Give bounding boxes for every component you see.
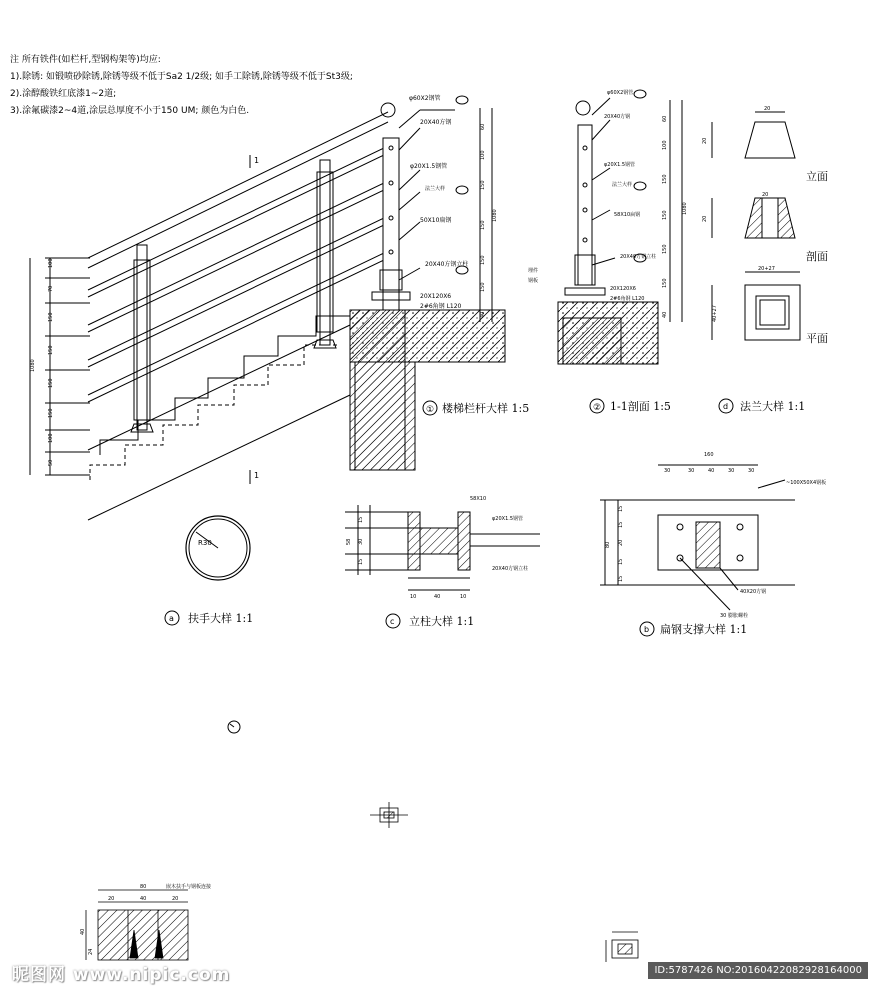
svg-text:10: 10 (460, 594, 467, 600)
svg-text:160: 160 (704, 452, 714, 458)
svg-text:150: 150 (662, 210, 668, 220)
svg-text:扁钢支撑大样 1:1: 扁钢支撑大样 1:1 (660, 623, 748, 636)
callout-tube-20x1-5: φ20X1.5钢管 (410, 163, 448, 170)
svg-text:1080: 1080 (682, 202, 688, 215)
title-post (386, 614, 474, 628)
svg-text:15: 15 (618, 558, 624, 565)
svg-text:100: 100 (662, 140, 668, 150)
svg-text:15: 15 (358, 516, 364, 523)
svg-text:20X40方钢立柱: 20X40方钢立柱 (492, 566, 529, 572)
svg-text:58: 58 (346, 538, 352, 545)
svg-text:20: 20 (764, 106, 771, 112)
svg-text:40: 40 (662, 311, 668, 318)
svg-text:钢板: 钢板 (528, 278, 539, 284)
svg-text:①: ① (426, 405, 435, 415)
svg-text:150: 150 (48, 312, 54, 322)
svg-text:20+27: 20+27 (758, 266, 775, 272)
handrail-detail (186, 516, 250, 580)
svg-text:30: 30 (688, 468, 695, 474)
watermark-right: ID:5787426 NO:20160422082928164000 (648, 962, 868, 979)
svg-text:150: 150 (48, 345, 54, 355)
svg-text:150: 150 (662, 174, 668, 184)
notes-heading: 注 所有铁件(如栏杆,型钢构架等)均应: (10, 55, 161, 65)
view-label-plan: 平面 (806, 332, 828, 345)
watermark-left: 昵图网 www.nipic.com (12, 965, 231, 985)
sec1-right-dim-text (480, 124, 498, 318)
svg-text:150: 150 (480, 180, 486, 190)
callout-flange: 法兰大样 (425, 186, 446, 192)
svg-text:~100X50X4钢板: ~100X50X4钢板 (786, 480, 827, 486)
svg-text:30: 30 (748, 468, 755, 474)
svg-text:150: 150 (662, 278, 668, 288)
svg-text:d: d (723, 402, 729, 411)
svg-text:24: 24 (88, 948, 94, 955)
stray-symbol-bolt (370, 802, 408, 828)
svg-text:立柱大样 1:1: 立柱大样 1:1 (409, 615, 475, 628)
svg-text:a: a (169, 614, 174, 623)
svg-text:40: 40 (480, 311, 486, 318)
svg-text:150: 150 (48, 408, 54, 418)
detail1-markers (456, 96, 468, 274)
svg-text:20: 20 (702, 137, 708, 144)
title-flat-steel (640, 622, 747, 636)
svg-text:15: 15 (358, 558, 364, 565)
note-line-2: 2).涂醇酸铁红底漆1~2道; (10, 89, 117, 99)
svg-text:100: 100 (48, 258, 54, 268)
svg-text:40: 40 (708, 468, 715, 474)
svg-text:30: 30 (358, 538, 364, 545)
section-1-1 (558, 98, 682, 364)
svg-text:20: 20 (172, 896, 179, 902)
svg-text:φ20X1.5钢管: φ20X1.5钢管 (604, 162, 636, 168)
svg-text:100: 100 (48, 433, 54, 443)
svg-text:80: 80 (605, 541, 611, 548)
svg-text:150: 150 (662, 244, 668, 254)
flange-detail (712, 112, 800, 340)
svg-text:10: 10 (410, 594, 417, 600)
svg-text:嵌木扶手与钢板连接: 嵌木扶手与钢板连接 (166, 884, 212, 890)
stray-symbol-circle (228, 721, 240, 733)
cut-label-top: 1 (254, 156, 260, 165)
svg-text:埋件: 埋件 (528, 268, 539, 274)
svg-text:30 膨胀螺栓: 30 膨胀螺栓 (720, 613, 748, 619)
svg-text:60: 60 (480, 123, 486, 130)
callout-bar-50x10: 50X10扁钢 (420, 217, 452, 224)
svg-text:30: 30 (728, 468, 735, 474)
svg-text:15: 15 (618, 575, 624, 582)
svg-text:80: 80 (140, 884, 147, 890)
svg-text:②: ② (593, 403, 602, 413)
svg-text:1080: 1080 (30, 359, 36, 372)
svg-text:φ20X1.5钢管: φ20X1.5钢管 (492, 516, 524, 522)
handrail-radius: R30 (198, 539, 212, 547)
svg-text:20X120X6: 20X120X6 (610, 286, 636, 292)
svg-text:150: 150 (480, 255, 486, 265)
view-label-elevation: 立面 (806, 170, 828, 183)
svg-text:40: 40 (80, 928, 86, 935)
svg-text:60: 60 (662, 115, 668, 122)
svg-text:φ60X2钢管: φ60X2钢管 (607, 90, 634, 96)
sec2-right-dim-text (662, 116, 688, 318)
svg-text:20: 20 (702, 215, 708, 222)
svg-text:20: 20 (762, 192, 769, 198)
svg-text:30: 30 (664, 468, 671, 474)
svg-text:b: b (644, 625, 650, 634)
title-flange (719, 399, 805, 413)
svg-text:1080: 1080 (492, 209, 498, 222)
title-stair-railing (423, 401, 529, 415)
svg-text:c: c (390, 617, 395, 626)
svg-text:58X10扁钢: 58X10扁钢 (614, 212, 641, 218)
svg-text:20: 20 (108, 896, 115, 902)
note-line-1: 1).除锈: 如锻喷砂除锈,除锈等级不低于Sa2 1/2级; 如手工除锈,除锈等级不低于St3级; (10, 72, 353, 82)
svg-text:楼梯栏杆大样 1:5: 楼梯栏杆大样 1:5 (442, 402, 530, 415)
svg-text:扶手大样 1:1: 扶手大样 1:1 (188, 612, 254, 625)
callout-angle: 2#6角钢 L120 (420, 303, 462, 310)
svg-text:150: 150 (480, 282, 486, 292)
svg-text:50: 50 (48, 459, 54, 466)
svg-text:15: 15 (618, 505, 624, 512)
callout-plate: 20X120X6 (420, 293, 452, 300)
svg-text:150: 150 (480, 220, 486, 230)
stair-left-dims (30, 258, 90, 475)
callout-tube-20x40-b: 20X40方钢立柱 (425, 261, 469, 268)
svg-text:40+27: 40+27 (712, 305, 718, 322)
callout-tube-60x2: φ60X2钢管 (409, 95, 441, 102)
title-handrail (165, 611, 253, 625)
svg-text:1-1剖面 1:5: 1-1剖面 1:5 (610, 400, 671, 413)
svg-text:法兰大样 1:1: 法兰大样 1:1 (740, 400, 806, 413)
title-section-1-1 (590, 399, 671, 413)
note-line-3: 3).涂氟碳漆2~4道,涂层总厚度不小于150 UM; 颜色为白色. (10, 106, 250, 116)
cut-label-bottom: 1 (254, 471, 260, 480)
view-label-section: 剖面 (806, 250, 828, 263)
svg-text:40: 40 (140, 896, 147, 902)
svg-text:58X10: 58X10 (470, 496, 487, 502)
svg-text:法兰大样: 法兰大样 (612, 182, 633, 188)
callout-tube-20x40: 20X40方钢 (420, 119, 452, 126)
detail2-markers (634, 90, 646, 262)
svg-text:20X40方钢立柱: 20X40方钢立柱 (620, 254, 657, 260)
svg-text:70: 70 (48, 285, 54, 292)
svg-text:150: 150 (48, 378, 54, 388)
svg-text:20X40方钢: 20X40方钢 (604, 114, 631, 120)
small-profile-detail (606, 932, 638, 962)
svg-text:20: 20 (618, 539, 624, 546)
svg-text:15: 15 (618, 521, 624, 528)
svg-text:40: 40 (434, 594, 441, 600)
svg-text:100: 100 (480, 150, 486, 160)
svg-text:2#6角钢 L120: 2#6角钢 L120 (610, 296, 645, 302)
svg-text:40X20方钢: 40X20方钢 (740, 589, 767, 595)
